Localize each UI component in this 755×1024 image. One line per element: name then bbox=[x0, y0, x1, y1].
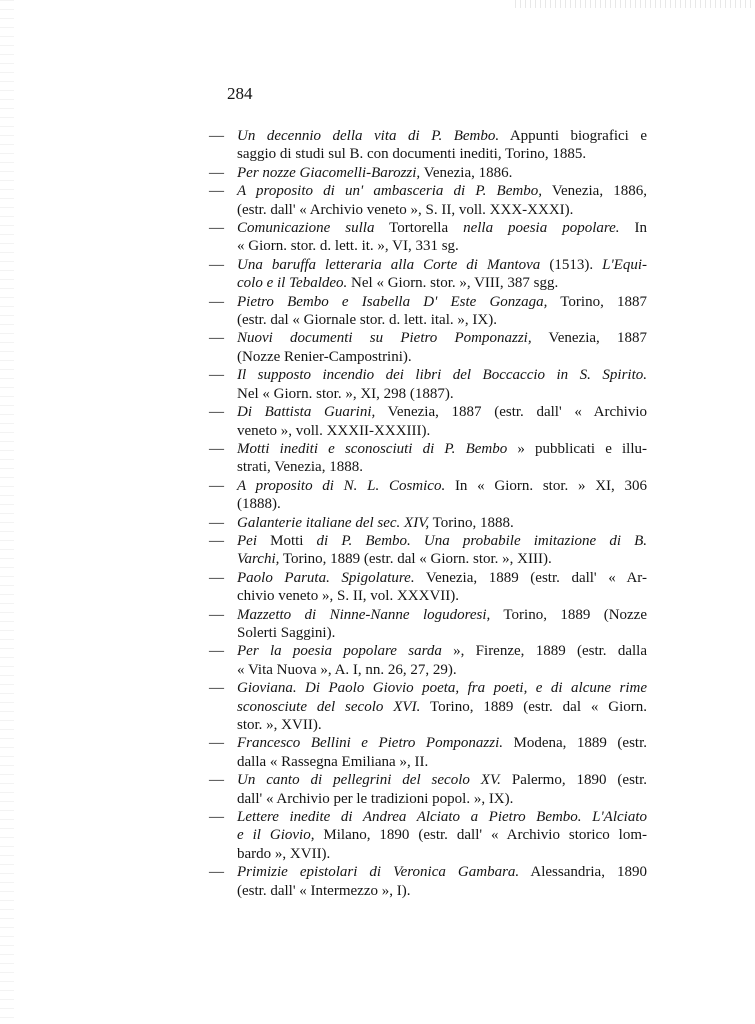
entry-line bbox=[237, 569, 647, 587]
entry-dash: — bbox=[209, 643, 224, 660]
entry-line bbox=[237, 127, 647, 145]
entry-line bbox=[237, 826, 647, 844]
entry-text: dall' « Archivio per le tradizioni popol. », IX). bbox=[237, 790, 514, 807]
entry-line bbox=[237, 882, 647, 900]
entry-text: saggio di studi sul B. con documenti inediti, Torino, 1885. bbox=[237, 146, 587, 163]
italic-title-text: Un canto di pellegrini del secolo XV. bbox=[237, 772, 501, 789]
entry-line bbox=[237, 237, 647, 255]
entry-line bbox=[237, 348, 647, 366]
bibliography-entry bbox=[209, 606, 647, 643]
entry-dash: — bbox=[209, 532, 224, 549]
entry-line bbox=[237, 624, 647, 642]
italic-title-text: Lettere inedite di Andrea Alciato a Pietro Bembo. L'Alciato bbox=[237, 809, 647, 826]
entry-dash: — bbox=[209, 809, 224, 826]
entry-dash: — bbox=[209, 569, 224, 586]
italic-title-text: Paolo Paruta. Spigolature. bbox=[237, 569, 415, 586]
italic-title-text: Una baruffa letteraria alla Corte di Mantova bbox=[237, 256, 541, 273]
entry-dash: — bbox=[209, 164, 224, 181]
entry-text: (estr. dal « Giornale stor. d. lett. ital. », IX). bbox=[237, 312, 497, 329]
entry-line bbox=[237, 182, 647, 200]
entry-text: « Vita Nuova », A. I, nn. 26, 27, 29). bbox=[237, 661, 457, 678]
italic-title-text: Varchi, bbox=[237, 551, 280, 568]
entry-line bbox=[237, 642, 647, 660]
entry-text: chivio veneto », S. II, vol. XXXVII). bbox=[237, 588, 460, 605]
italic-title-text: Per la poesia popolare sarda bbox=[237, 643, 442, 660]
entry-text: Torino, 1889 (estr. dal « Giorn. bbox=[420, 698, 648, 715]
italic-title-text: Pietro Bembo e Isabella D' Este Gonzaga, bbox=[237, 293, 548, 310]
italic-title-text: nella poesia popolare. bbox=[463, 220, 620, 237]
bibliography-entry bbox=[209, 329, 647, 366]
entry-dash: — bbox=[209, 514, 224, 531]
entry-line bbox=[237, 164, 647, 182]
entry-dash: — bbox=[209, 256, 224, 273]
entry-text: Milano, 1890 (estr. dall' « Archivio storico lom- bbox=[314, 827, 647, 844]
italic-title-text: Per nozze Giacomelli-Barozzi, bbox=[237, 164, 421, 181]
entry-line bbox=[237, 790, 647, 808]
entry-text: Alessandria, 1890 bbox=[519, 864, 647, 881]
entry-line bbox=[237, 661, 647, 679]
entry-dash: — bbox=[209, 735, 224, 752]
bibliography-entry bbox=[209, 440, 647, 477]
entry-line bbox=[237, 311, 647, 329]
page-number: 284 bbox=[227, 84, 253, 103]
entry-dash: — bbox=[209, 404, 224, 421]
entry-text: Palermo, 1890 (estr. bbox=[500, 772, 647, 789]
entry-text: Motti bbox=[257, 532, 317, 549]
bibliography-entry bbox=[209, 514, 647, 532]
entry-text: (estr. dall' « Archivio veneto », S. II, voll. XXX-XXXI). bbox=[237, 201, 574, 218]
bibliography-entry bbox=[209, 164, 647, 182]
entry-line bbox=[237, 145, 647, 163]
entry-text: (estr. dall' « Intermezzo », I). bbox=[237, 882, 411, 899]
entry-text: Venezia, 1889 (estr. dall' « Ar- bbox=[414, 569, 647, 586]
italic-title-text: Mazzetto di Ninne-Nanne logudoresi, bbox=[237, 606, 491, 623]
entry-text: Venezia, 1887 bbox=[531, 330, 647, 347]
entry-line bbox=[237, 606, 647, 624]
entry-line bbox=[237, 808, 647, 826]
entry-text: (Nozze Renier-Campostrini). bbox=[237, 348, 412, 365]
entry-line bbox=[237, 329, 647, 347]
entry-text: Appunti biografici e bbox=[499, 128, 647, 144]
entry-text: veneto », voll. XXXII-XXXIII). bbox=[237, 422, 431, 439]
entry-line bbox=[237, 366, 647, 384]
entry-line bbox=[237, 734, 647, 752]
italic-title-text: di P. Bembo. Una probabile imitazione di B. bbox=[316, 532, 647, 549]
entry-line bbox=[237, 532, 647, 550]
italic-title-text: Gioviana. Di Paolo Giovio poeta, fra poeti, e di alcune rime bbox=[237, 680, 647, 697]
bibliography-entry bbox=[209, 256, 647, 293]
entry-dash: — bbox=[209, 864, 224, 881]
italic-title-text: Primizie epistolari di Veronica Gambara. bbox=[237, 864, 520, 881]
entry-line bbox=[237, 385, 647, 403]
entry-text: In bbox=[619, 220, 648, 237]
entry-dash: — bbox=[209, 440, 224, 457]
entry-dash: — bbox=[209, 128, 224, 144]
scan-edge-noise bbox=[515, 0, 755, 8]
italic-title-text: A proposito di N. L. Cosmico. bbox=[237, 477, 446, 494]
bibliography-list bbox=[209, 127, 647, 900]
italic-title-text: e il Giovio, bbox=[237, 827, 315, 844]
entry-line bbox=[237, 201, 647, 219]
italic-title-text: L'Equi- bbox=[602, 256, 647, 273]
entry-line bbox=[237, 293, 647, 311]
entry-text: » pubblicati e illu- bbox=[507, 440, 648, 457]
entry-line bbox=[237, 274, 647, 292]
entry-text: Solerti Saggini). bbox=[237, 624, 336, 641]
entry-text: « Giorn. stor. d. lett. it. », VI, 331 sg. bbox=[237, 238, 459, 255]
entry-text: Nel « Giorn. stor. », VIII, 387 sgg. bbox=[347, 275, 559, 292]
entry-text: dalla « Rassegna Emiliana », II. bbox=[237, 753, 429, 770]
italic-title-text: Galanterie italiane del sec. XIV, bbox=[237, 514, 430, 531]
italic-title-text: Pei bbox=[237, 532, 257, 549]
entry-dash: — bbox=[209, 680, 224, 697]
entry-text: stor. », XVII). bbox=[237, 717, 322, 733]
entry-text: bardo », XVII). bbox=[237, 845, 331, 862]
entry-text: Venezia, 1886, bbox=[541, 183, 647, 200]
bibliography-entry bbox=[209, 293, 647, 330]
entry-text: Nel « Giorn. stor. », XI, 298 (1887). bbox=[237, 385, 454, 402]
entry-text: », Firenze, 1889 (estr. dalla bbox=[441, 643, 647, 660]
entry-dash: — bbox=[209, 367, 224, 384]
italic-title-text: Un decennio della vita di P. Bembo. bbox=[237, 128, 500, 144]
entry-text: In « Giorn. stor. » XI, 306 bbox=[445, 477, 647, 494]
bibliography-entry bbox=[209, 403, 647, 440]
entry-line bbox=[237, 679, 647, 697]
entry-line bbox=[237, 458, 647, 476]
italic-title-text: sconosciute del secolo XVI. bbox=[237, 698, 421, 715]
entry-line bbox=[237, 495, 647, 513]
bibliography-entry bbox=[209, 808, 647, 863]
entry-line bbox=[237, 550, 647, 568]
italic-title-text: colo e il Tebaldeo. bbox=[237, 275, 348, 292]
bibliography-entry bbox=[209, 182, 647, 219]
italic-title-text: A proposito di un' ambasceria di P. Bembo, bbox=[237, 183, 542, 200]
entry-line bbox=[237, 422, 647, 440]
entry-line bbox=[237, 477, 647, 495]
entry-text: Torino, 1887 bbox=[547, 293, 647, 310]
entry-text: Venezia, 1886. bbox=[420, 164, 513, 181]
entry-text: Modena, 1889 (estr. bbox=[503, 735, 647, 752]
bibliography-entry bbox=[209, 569, 647, 606]
entry-line bbox=[237, 845, 647, 863]
italic-title-text: Nuovi documenti su Pietro Pomponazzi, bbox=[237, 330, 532, 347]
entry-dash: — bbox=[209, 477, 224, 494]
bibliography-entry bbox=[209, 642, 647, 679]
entry-dash: — bbox=[209, 293, 224, 310]
scan-margin-noise bbox=[0, 0, 14, 1024]
bibliography-entry bbox=[209, 127, 647, 164]
bibliography-entry bbox=[209, 679, 647, 734]
entry-dash: — bbox=[209, 183, 224, 200]
entry-line bbox=[237, 587, 647, 605]
entry-dash: — bbox=[209, 220, 224, 237]
entry-line bbox=[237, 403, 647, 421]
bibliography-entry bbox=[209, 366, 647, 403]
entry-text: (1513). bbox=[540, 256, 603, 273]
bibliography-entry bbox=[209, 219, 647, 256]
entry-text: Torino, 1889 (Nozze bbox=[490, 606, 647, 623]
entry-text: (1888). bbox=[237, 496, 281, 513]
entry-line bbox=[237, 256, 647, 274]
bibliography-entry bbox=[209, 477, 647, 514]
italic-title-text: Comunicazione sulla bbox=[237, 220, 375, 237]
bibliography-entry bbox=[209, 771, 647, 808]
entry-text: Torino, 1889 (estr. dal « Giorn. stor. », XIII). bbox=[279, 551, 552, 568]
entry-line bbox=[237, 753, 647, 771]
italic-title-text: Di Battista Guarini, bbox=[237, 404, 376, 421]
entry-text: Venezia, 1887 (estr. dall' « Archivio bbox=[375, 404, 647, 421]
entry-line bbox=[237, 863, 647, 881]
italic-title-text: Motti inediti e sconosciuti di P. Bembo bbox=[237, 440, 508, 457]
entry-line bbox=[237, 514, 647, 532]
italic-title-text: Il supposto incendio dei libri del Boccaccio in S. Spirito. bbox=[237, 367, 647, 384]
italic-title-text: Francesco Bellini e Pietro Pomponazzi. bbox=[237, 735, 503, 752]
bibliography-entry bbox=[209, 734, 647, 771]
entry-line bbox=[237, 716, 647, 734]
entry-dash: — bbox=[209, 330, 224, 347]
entry-text: strati, Venezia, 1888. bbox=[237, 459, 363, 476]
entry-line bbox=[237, 771, 647, 789]
entry-line bbox=[237, 219, 647, 237]
bibliography-entry bbox=[209, 532, 647, 569]
entry-dash: — bbox=[209, 772, 224, 789]
entry-line bbox=[237, 440, 647, 458]
bibliography-entry bbox=[209, 863, 647, 900]
entry-dash: — bbox=[209, 606, 224, 623]
entry-line bbox=[237, 698, 647, 716]
entry-text: Torino, 1888. bbox=[429, 514, 514, 531]
entry-text: Tortorella bbox=[374, 220, 464, 237]
